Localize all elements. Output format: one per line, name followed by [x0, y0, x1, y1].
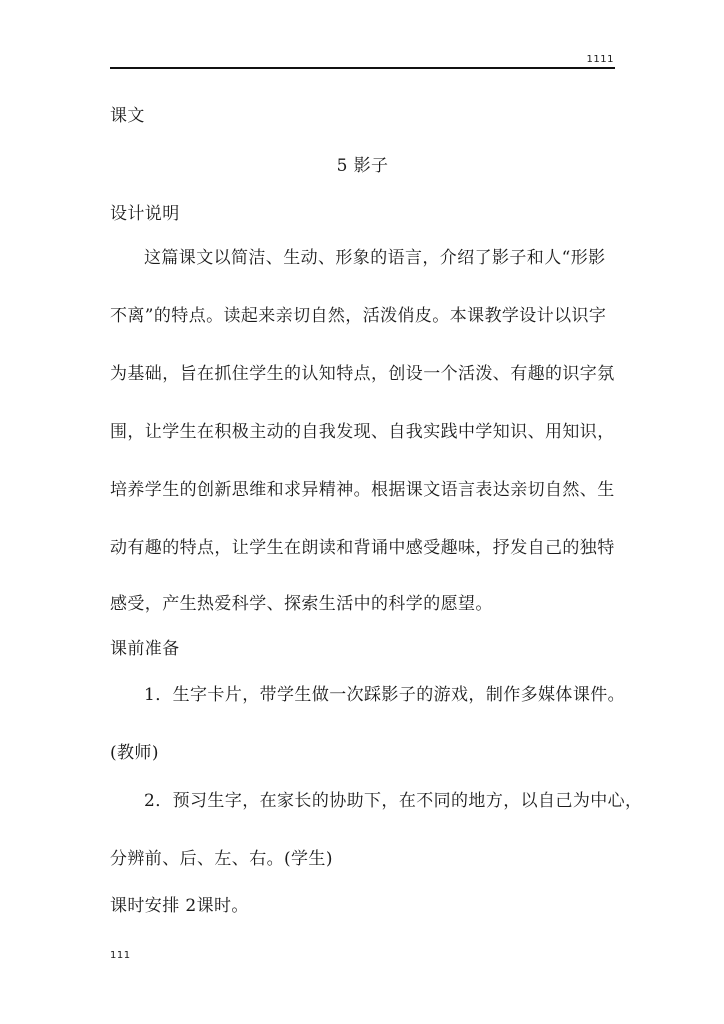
lesson-title: 5 影子: [336, 156, 389, 176]
prep-heading: 课前准备: [110, 639, 180, 659]
design-paragraph-line: 动有趣的特点，让学生在朗读和背诵中感受趣味，抒发自己的独特: [110, 538, 615, 558]
design-paragraph-line: 这篇课文以简洁、生动、形象的语言，介绍了影子和人“形影: [144, 248, 606, 268]
prep-item-1: 1．生字卡片，带学生做一次踩影子的游戏，制作多媒体课件。: [144, 685, 626, 705]
header-page-number: 1111: [586, 54, 614, 65]
design-paragraph-line: 为基础，旨在抓住学生的认知特点，创设一个活泼、有趣的识字氛: [110, 364, 615, 384]
footer-page-number: 111: [110, 950, 131, 961]
schedule-line: 课时安排 2课时。: [110, 896, 249, 916]
design-paragraph-line: 感受，产生热爱科学、探索生活中的科学的愿望。: [110, 594, 493, 614]
design-paragraph-line: 围，让学生在积极主动的自我发现、自我实践中学知识、用知识，: [110, 422, 615, 442]
header-rule: [110, 67, 615, 69]
prep-item-2: 2．预习生字，在家长的协助下，在不同的地方，以自己为中心，: [144, 791, 643, 811]
prep-item-2-continuation: 分辨前、后、左、右。(学生): [110, 849, 333, 869]
design-heading: 设计说明: [110, 204, 180, 224]
prep-item-1-continuation: (教师): [110, 743, 159, 763]
design-paragraph-line: 培养学生的创新思维和求异精神。根据课文语言表达亲切自然、生: [110, 480, 615, 500]
design-paragraph-line: 不离”的特点。读起来亲切自然，活泼俏皮。本课教学设计以识字: [110, 306, 607, 326]
section-label: 课文: [110, 106, 145, 126]
